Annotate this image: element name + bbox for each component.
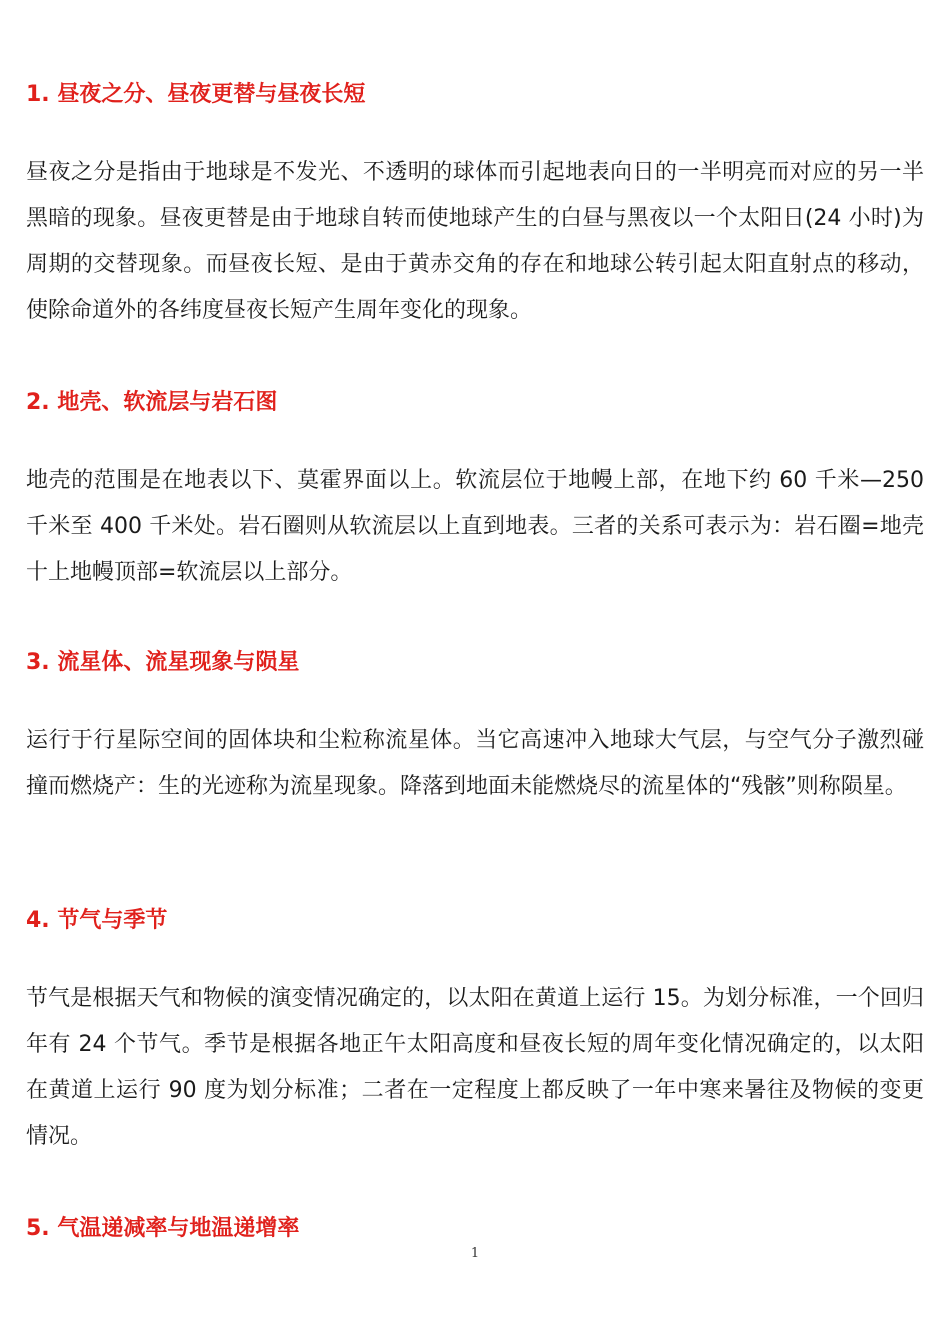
section-heading: 2. 地壳、软流层与岩石图 (26, 390, 278, 415)
section-paragraph: 运行于行星际空间的固体块和尘粒称流星体。当它高速冲入地球大气层，与空气分子激烈碰撞而燃烧产：生的光迹称为流星现象。降落到地面未能燃烧尽的流星体的“残骸”则称陨星。 (26, 728, 924, 799)
section-heading: 1. 昼夜之分、昼夜更替与昼夜长短 (26, 82, 366, 107)
section-heading: 3. 流星体、流星现象与陨星 (26, 650, 300, 675)
section-2 (26, 388, 924, 596)
section-paragraph: 昼夜之分是指由于地球是不发光、不透明的球体而引起地表向日的一半明亮而对应的另一半黑暗的现象。昼夜更替是由于地球自转而使地球产生的白昼与黑夜以一个太阳日(24 小时)为周期的交替现象。而昼夜长短、是由于黄赤交角的存在和地球公转引起太阳直射点的移动，使除命道外的各纬度昼夜长短产生周年变化的现象。 (26, 160, 924, 323)
section-3 (26, 648, 924, 810)
section-heading: 4. 节气与季节 (26, 908, 168, 933)
section-paragraph: 节气是根据天气和物候的演变情况确定的，以太阳在黄道上运行 15。为划分标准，一个回归年有 24 个节气。季节是根据各地正午太阳高度和昼夜长短的周年变化情况确定的，以太阳在黄道上运行 90 度为划分标准；二者在一定程度上都反映了一年中寒来暑往及物候的变更情况。 (26, 986, 924, 1149)
section-5 (26, 1214, 924, 1244)
section-heading: 5. 气温递减率与地温递增率 (26, 1216, 300, 1241)
page-number: 1 (470, 1246, 480, 1261)
section-1 (26, 80, 924, 334)
section-paragraph: 地壳的范围是在地表以下、莫霍界面以上。软流层位于地幔上部，在地下约 60 千米—250 千米至 400 千米处。岩石圈则从软流层以上直到地表。三者的关系可表示为：岩石圈=地壳十上地幔顶部=软流层以上部分。 (26, 468, 924, 585)
section-4 (26, 906, 924, 1160)
